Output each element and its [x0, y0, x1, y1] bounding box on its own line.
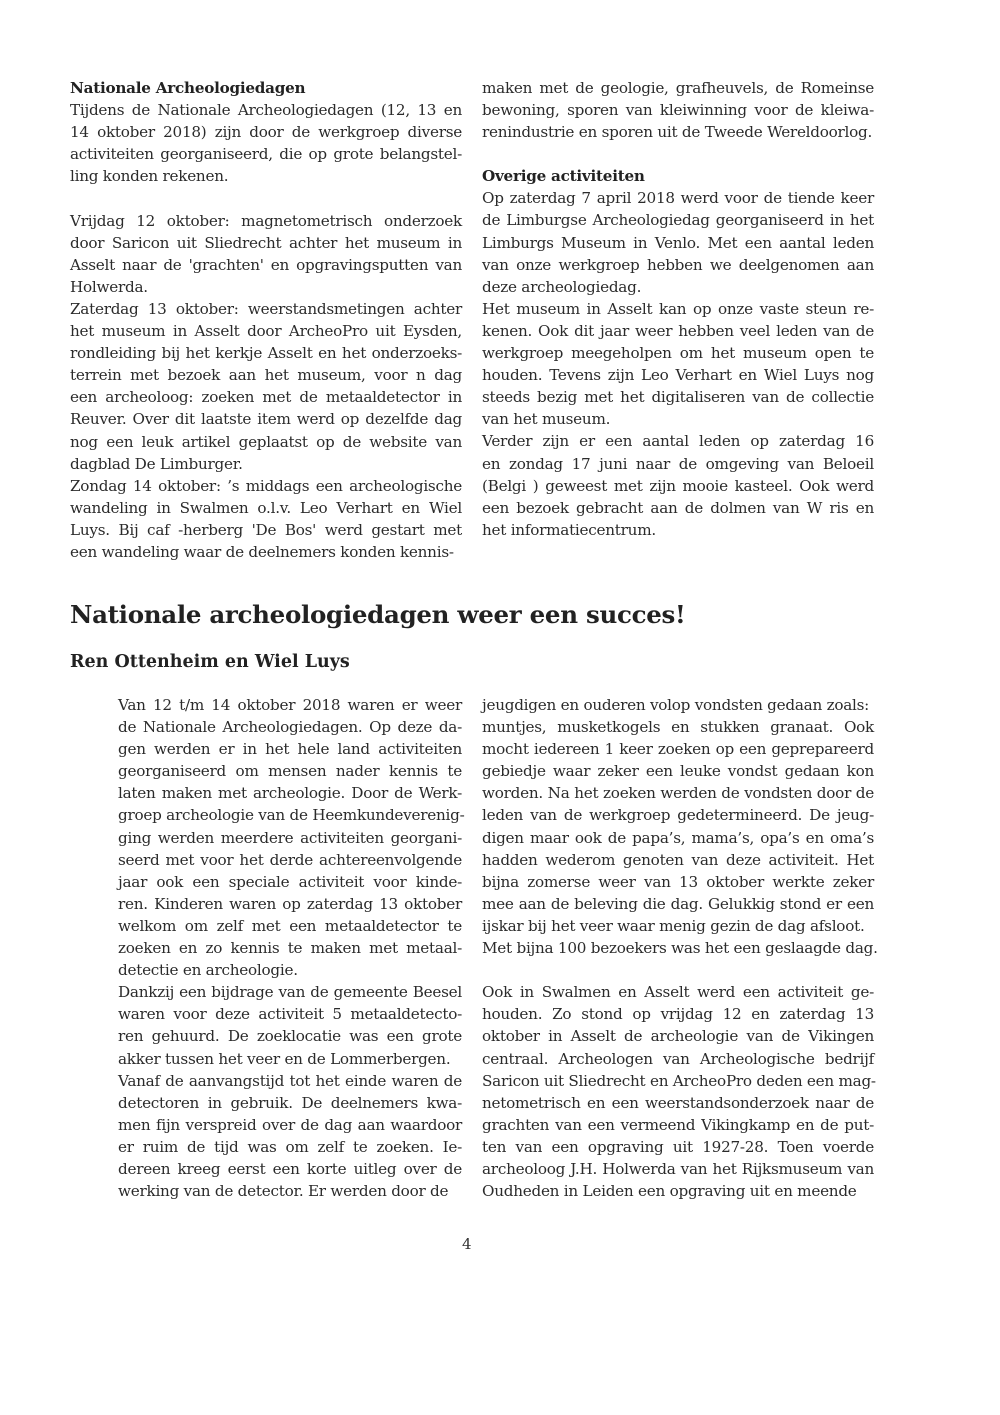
article-right-column — [482, 694, 878, 1202]
text-line: ren. Kinderen waren op zaterdag 13 oktober — [118, 894, 462, 913]
text-line: digen maar ook de papa’s, mama’s, opa’s en oma’s — [482, 828, 874, 847]
text-line: een bezoek gebracht aan de dolmen van W ris en — [482, 498, 874, 517]
section1-right-body-top — [482, 77, 874, 143]
text-line: oktober in Asselt de archeologie van de Vikingen — [482, 1027, 874, 1046]
text-line: ging werden meerdere activiteiten georgani- — [118, 828, 462, 847]
section1-right-body-bottom — [482, 187, 874, 541]
article-right-body — [482, 694, 878, 1202]
text-line: en zondag 17 juni naar de omgeving van Beloeil — [482, 454, 874, 473]
section1-left-column — [70, 77, 462, 563]
text-line: er ruim de tijd was om zelf te zoeken. Ie- — [118, 1137, 462, 1156]
text-line: ten van een opgraving uit 1927-28. Toen voerde — [482, 1137, 874, 1156]
text-line: gen werden er in het hele land activiteiten — [118, 740, 462, 759]
text-line: Vrijdag 12 oktober: magnetometrisch onderzoek — [70, 211, 462, 230]
text-line: Op zaterdag 7 april 2018 werd voor de tiende keer — [482, 189, 874, 208]
text-line: de Nationale Archeologiedagen. Op deze da- — [118, 718, 462, 737]
text-line: werking van de detector. Er werden door de — [118, 1182, 449, 1201]
text-line: Saricon uit Sliedrecht en ArcheoPro deden een mag- — [482, 1071, 876, 1090]
text-line: dagblad De Limburger. — [70, 454, 243, 473]
text-line: werkgroep meegeholpen om het museum open te — [482, 344, 874, 363]
text-line: Met bijna 100 bezoekers was het een geslaagde dag. — [482, 939, 878, 958]
text-line: Dankzij een bijdrage van de gemeente Beesel — [118, 983, 462, 1002]
text-line: Ook in Swalmen en Asselt werd een activiteit ge- — [482, 983, 874, 1002]
subheading-overige: Overige activiteiten — [482, 167, 645, 186]
text-line: rondleiding bij het kerkje Asselt en het onderzoeks- — [70, 344, 462, 363]
text-line: Het museum in Asselt kan op onze vaste steun re- — [482, 299, 874, 318]
text-line: steeds bezig met het digitaliseren van de collectie — [482, 388, 874, 407]
text-line: bewoning, sporen van kleiwinning voor de kleiwa- — [482, 101, 874, 120]
text-line: gebiedje waar zeker een leuke vondst gedaan kon — [482, 762, 874, 781]
text-line: men fijn verspreid over de dag aan waardoor — [118, 1115, 462, 1134]
text-line: detectie en archeologie. — [118, 961, 298, 980]
text-line: worden. Na het zoeken werden de vondsten door de — [482, 784, 874, 803]
text-line: akker tussen het veer en de Lommerbergen. — [118, 1049, 451, 1068]
text-line: grachten van een vermeend Vikingkamp en de put- — [482, 1115, 874, 1134]
text-line: wandeling in Swalmen o.l.v. Leo Verhart en Wiel — [70, 498, 462, 517]
text-line: Vanaf de aanvangstijd tot het einde waren de — [118, 1071, 462, 1090]
text-line: archeoloog J.H. Holwerda van het Rijksmuseum van — [482, 1159, 874, 1178]
text-line: Luys. Bij caf -herberg 'De Bos' werd gestart met — [70, 520, 462, 539]
text-line: muntjes, musketkogels en stukken granaat. Ook — [482, 718, 874, 737]
text-line: jaar ook een speciale activiteit voor kinde- — [118, 872, 462, 891]
text-line: leden van de werkgroep gedetermineerd. De jeug- — [482, 806, 874, 825]
text-line: van het museum. — [482, 410, 611, 429]
text-line: seerd met voor het derde achtereenvolgende — [118, 850, 462, 869]
text-line: Tijdens de Nationale Archeologiedagen (12, 13 en — [70, 101, 462, 120]
text-line: maken met de geologie, grafheuvels, de Romeinse — [482, 79, 874, 97]
text-line: netometrisch en een weerstandsonderzoek naar de — [482, 1093, 874, 1112]
text-line: ling konden rekenen. — [70, 167, 229, 186]
text-line: welkom om zelf met een metaaldetector te — [118, 916, 462, 935]
page-number: 4 — [462, 1235, 472, 1253]
text-line: het museum in Asselt door ArcheoPro uit Eysden, — [70, 322, 462, 341]
text-line: bijna zomerse weer van 13 oktober werkte zeker — [482, 872, 874, 891]
text-line: renindustrie en sporen uit de Tweede Wereldoorlog. — [482, 123, 873, 142]
article-left-body — [118, 694, 465, 1202]
text-line: ijskar bij het veer waar menig gezin de dag afsloot. — [482, 916, 865, 935]
text-line: zoeken en zo kennis te maken met metaal- — [118, 939, 462, 958]
text-line: ren gehuurd. De zoeklocatie was een grote — [118, 1027, 462, 1046]
text-line: hadden wederom genoten van deze activiteit. Het — [482, 850, 874, 869]
section-heading: Nationale Archeologiedagen — [70, 79, 306, 97]
text-line: Van 12 t/m 14 oktober 2018 waren er weer — [118, 696, 462, 714]
article-left-column — [118, 694, 465, 1202]
text-line: mocht iedereen 1 keer zoeken op een geprepareerd — [482, 740, 874, 759]
text-line: deze archeologiedag. — [482, 277, 642, 296]
text-line: (Belgi ) geweest met zijn mooie kasteel. Ook werd — [482, 476, 874, 495]
article-title: Nationale archeologiedagen weer een succes! — [70, 600, 686, 629]
text-line: Holwerda. — [70, 277, 148, 296]
text-line: van onze werkgroep hebben we deelgenomen aan — [482, 255, 874, 274]
text-line: Zondag 14 oktober: ’s middags een archeologische — [70, 476, 462, 495]
text-line: kenen. Ook dit jaar weer hebben veel leden van de — [482, 321, 874, 340]
text-line: de Limburgse Archeologiedag georganiseerd in het — [482, 211, 874, 230]
text-line: jeugdigen en ouderen volop vondsten gedaan zoals: — [482, 696, 870, 714]
text-line: Asselt naar de 'grachten' en opgravingsputten van — [70, 255, 462, 274]
text-line: terrein met bezoek aan het museum, voor n dag — [70, 366, 462, 385]
article-byline: Ren Ottenheim en Wiel Luys — [70, 652, 350, 672]
text-line — [70, 187, 462, 209]
text-line: Limburgs Museum in Venlo. Met een aantal leden — [482, 233, 874, 252]
text-line: activiteiten georganiseerd, die op grote belangstel- — [70, 145, 462, 164]
text-line: laten maken met archeologie. Door de Werk- — [118, 784, 462, 803]
text-line: het informatiecentrum. — [482, 520, 656, 539]
text-line: georganiseerd om mensen nader kennis te — [118, 762, 462, 781]
text-line: door Saricon uit Sliedrecht achter het museum in — [70, 233, 462, 252]
paragraph-gap — [482, 143, 874, 165]
text-line: houden. Tevens zijn Leo Verhart en Wiel Luys nog — [482, 366, 874, 385]
text-line: detectoren in gebruik. De deelnemers kwa- — [118, 1093, 462, 1112]
text-line: 14 oktober 2018) zijn door de werkgroep diverse — [70, 123, 462, 142]
text-line: groep archeologie van de Heemkundeverenig- — [118, 806, 465, 825]
section1-left-body — [70, 99, 462, 563]
section1-right-column — [482, 77, 874, 541]
text-line: dereen kreeg eerst een korte uitleg over de — [118, 1159, 462, 1178]
text-line: houden. Zo stond op vrijdag 12 en zaterdag 13 — [482, 1005, 874, 1024]
text-line: waren voor deze activiteit 5 metaaldetecto- — [118, 1005, 462, 1024]
text-line — [482, 959, 874, 981]
text-line: Zaterdag 13 oktober: weerstandsmetingen achter — [70, 299, 462, 318]
text-line: nog een leuk artikel geplaatst op de website van — [70, 432, 462, 451]
text-line: Reuver. Over dit laatste item werd op dezelfde dag — [70, 410, 462, 429]
text-line: Verder zijn er een aantal leden op zaterdag 16 — [482, 432, 874, 451]
text-line: mee aan de beleving die dag. Gelukkig stond er een — [482, 894, 874, 913]
text-line: een wandeling waar de deelnemers konden kennis- — [70, 542, 454, 561]
text-line: Oudheden in Leiden een opgraving uit en meende — [482, 1182, 857, 1201]
text-line: een archeoloog: zoeken met de metaaldetector in — [70, 388, 462, 407]
text-line: centraal. Archeologen van Archeologische bedrijf — [482, 1049, 874, 1068]
